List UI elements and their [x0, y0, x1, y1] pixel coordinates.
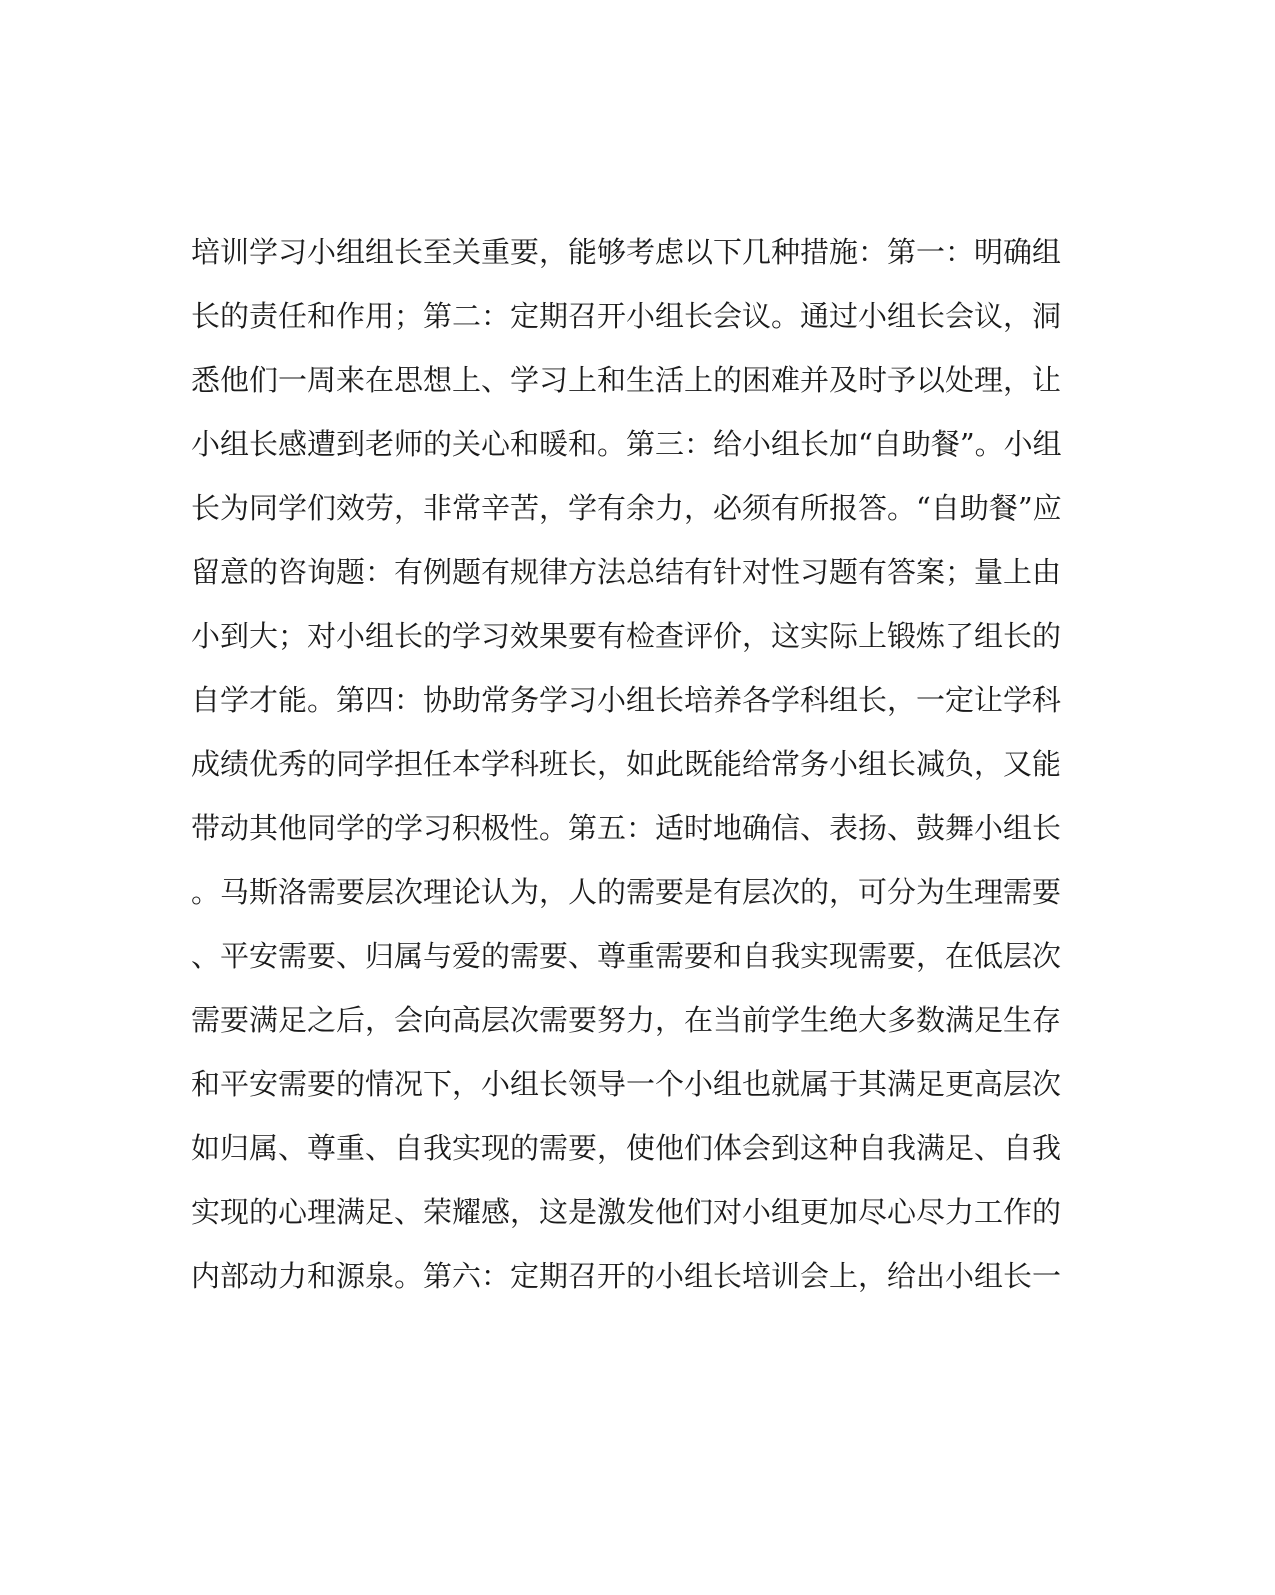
text-line-3: 悉他们一周来在思想上、学习上和生活上的困难并及时予以处理，让 — [191, 363, 1062, 397]
text-line-8: 自学才能。第四：协助常务学习小组长培养各学科组长，一定让学科 — [191, 683, 1062, 717]
text-line-1: 培训学习小组组长至关重要，能够考虑以下几种措施：第一：明确组 — [191, 235, 1062, 269]
text-line-9: 成绩优秀的同学担任本学科班长，如此既能给常务小组长减负，又能 — [191, 747, 1062, 781]
text-line-5: 长为同学们效劳，非常辛苦，学有余力，必须有所报答。“自助餐”应 — [191, 491, 1062, 525]
text-line-16: 实现的心理满足、荣耀感，这是激发他们对小组更加尽心尽力工作的 — [191, 1195, 1062, 1229]
text-line-12: 、平安需要、归属与爱的需要、尊重需要和自我实现需要，在低层次 — [191, 939, 1062, 973]
text-line-13: 需要满足之后，会向高层次需要努力，在当前学生绝大多数满足生存 — [191, 1003, 1062, 1037]
text-line-11: 。马斯洛需要层次理论认为，人的需要是有层次的，可分为生理需要 — [191, 875, 1062, 909]
text-line-4: 小组长感遭到老师的关心和暖和。第三：给小组长加“自助餐”。小组 — [191, 427, 1062, 461]
text-line-6: 留意的咨询题：有例题有规律方法总结有针对性习题有答案；量上由 — [191, 555, 1062, 589]
text-line-17: 内部动力和源泉。第六：定期召开的小组长培训会上，给出小组长一 — [191, 1259, 1062, 1293]
text-line-2: 长的责任和作用；第二：定期召开小组长会议。通过小组长会议，洞 — [191, 299, 1062, 333]
body-text — [191, 220, 1061, 1308]
text-line-14: 和平安需要的情况下，小组长领导一个小组也就属于其满足更高层次 — [191, 1067, 1062, 1101]
text-line-15: 如归属、尊重、自我实现的需要，使他们体会到这种自我满足、自我 — [191, 1131, 1062, 1165]
text-line-7: 小到大；对小组长的学习效果要有检查评价，这实际上锻炼了组长的 — [191, 619, 1062, 653]
text-line-10: 带动其他同学的学习积极性。第五：适时地确信、表扬、鼓舞小组长 — [191, 811, 1062, 845]
